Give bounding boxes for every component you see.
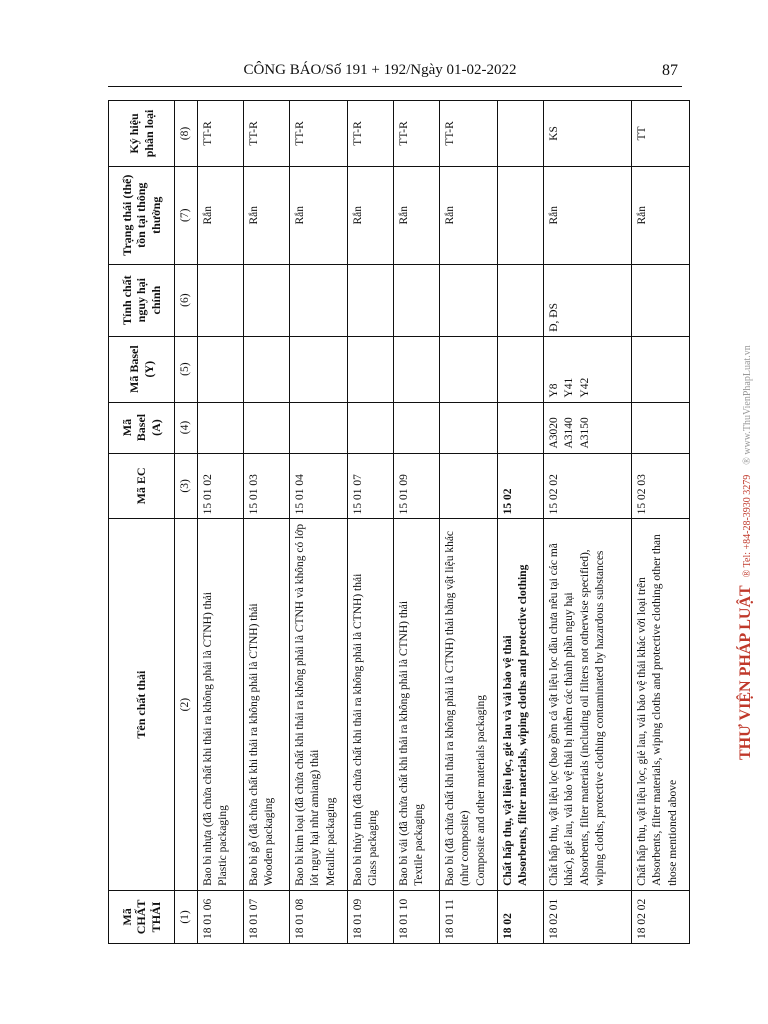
waste-name-en: Glass packaging xyxy=(367,810,380,886)
state-cell: Rắn xyxy=(393,166,439,264)
state-cell xyxy=(497,166,543,264)
waste-code-cell: 18 01 10 xyxy=(393,890,439,943)
state-cell: Rắn xyxy=(347,166,393,264)
col-header-code: Mã CHẤT THẢI xyxy=(109,890,175,943)
watermark-phone: ® Tel: +84-28-3930 3279 xyxy=(742,474,753,578)
basel-y-cell xyxy=(439,336,497,402)
waste-name-vi: Bao bì thủy tinh (đã chứa chất khi thải ra không phải là CTNH) thải xyxy=(351,573,364,886)
hazard-cell xyxy=(197,264,243,336)
col-number: (6) xyxy=(175,264,198,336)
state-cell: Rắn xyxy=(543,166,631,264)
basel-y-cell: Y8 Y41 Y42 xyxy=(543,336,631,402)
ec-code-cell xyxy=(439,453,497,519)
ec-code-cell: 15 01 09 xyxy=(393,453,439,519)
col-header-basel-y: Mã Basel (Y) xyxy=(109,336,175,402)
table-row xyxy=(393,101,439,944)
hazard-cell xyxy=(289,264,347,336)
table-row xyxy=(631,101,689,944)
waste-code-cell: 18 02 xyxy=(497,890,543,943)
table-row xyxy=(543,101,631,944)
col-number: (7) xyxy=(175,166,198,264)
col-header-basel-a: Mã Basel (A) xyxy=(109,402,175,453)
rotated-page-body xyxy=(108,100,680,944)
waste-name-cell xyxy=(497,519,543,891)
watermark-brand: THƯ VIỆN PHÁP LUẬT xyxy=(737,585,754,760)
basel-y-cell xyxy=(197,336,243,402)
table-row xyxy=(439,101,497,944)
waste-code-table xyxy=(108,100,690,944)
hazard-cell xyxy=(439,264,497,336)
waste-code-cell: 18 01 06 xyxy=(197,890,243,943)
header-rule xyxy=(108,86,682,87)
column-number-row xyxy=(175,101,198,944)
col-number: (5) xyxy=(175,336,198,402)
waste-name-en: Plastic packaging xyxy=(217,805,230,886)
waste-name-en: Absorbents, filter materials, wiping cloths and protective clothing other than those mentioned above xyxy=(651,534,679,886)
waste-name-cell xyxy=(197,519,243,891)
basel-a-cell xyxy=(439,402,497,453)
basel-a-cell xyxy=(497,402,543,453)
ec-code-cell: 15 02 xyxy=(497,453,543,519)
class-cell: TT-R xyxy=(393,101,439,167)
table-row xyxy=(289,101,347,944)
col-number: (1) xyxy=(175,890,198,943)
state-cell: Rắn xyxy=(439,166,497,264)
waste-name-vi: Bao bì gỗ (đã chứa chất khi thải ra không phải là CTNH) thải xyxy=(247,603,260,886)
basel-a-cell xyxy=(197,402,243,453)
state-cell: Rắn xyxy=(243,166,289,264)
class-cell: TT-R xyxy=(347,101,393,167)
class-cell: TT-R xyxy=(289,101,347,167)
ec-code-cell: 15 02 02 xyxy=(543,453,631,519)
waste-name-en: Absorbents, filter materials (including oil filters not otherwise specified), wiping cloths, protective clothing contaminated by hazardous substances xyxy=(578,549,607,886)
col-number: (3) xyxy=(175,453,198,519)
waste-name-en: Textile packaging xyxy=(413,804,426,886)
watermark-website: ® www.ThuVienPhapLuat.vn xyxy=(742,345,753,465)
table-row xyxy=(243,101,289,944)
basel-a-cell xyxy=(631,402,689,453)
table-row xyxy=(497,101,543,944)
hazard-cell xyxy=(393,264,439,336)
waste-name-vi: Bao bì vải (đã chứa chất khi thải ra không phải là CTNH) thải xyxy=(397,600,410,886)
basel-y-cell xyxy=(347,336,393,402)
waste-name-vi: Bao bì (đã chứa chất khi thải ra không phải là CTNH) thải bằng vật liệu khác (như composite) xyxy=(443,530,472,886)
col-header-ec: Mã EC xyxy=(109,453,175,519)
gazette-header-title: CÔNG BÁO/Số 191 + 192/Ngày 01-02-2022 xyxy=(243,62,517,78)
class-cell xyxy=(497,101,543,167)
waste-code-cell: 18 02 01 xyxy=(543,890,631,943)
hazard-cell xyxy=(347,264,393,336)
ec-code-cell: 15 01 02 xyxy=(197,453,243,519)
col-number: (8) xyxy=(175,101,198,167)
hazard-cell xyxy=(497,264,543,336)
basel-y-cell xyxy=(243,336,289,402)
col-number: (2) xyxy=(175,519,198,891)
col-number: (4) xyxy=(175,402,198,453)
waste-name-cell xyxy=(393,519,439,891)
waste-code-cell: 18 01 11 xyxy=(439,890,497,943)
waste-name-vi: Bao bì kim loại (đã chứa chất khi thải ra không phải là CTNH và không có lớp lót nguy hại như amiang) thải xyxy=(293,523,322,886)
class-cell: TT-R xyxy=(197,101,243,167)
table-header-row xyxy=(109,101,175,944)
ec-code-cell: 15 01 03 xyxy=(243,453,289,519)
col-header-state: Trạng thái (thể) tồn tại thông thường xyxy=(109,166,175,264)
waste-name-en: Wooden packaging xyxy=(263,797,276,886)
waste-code-cell: 18 01 09 xyxy=(347,890,393,943)
waste-code-cell: 18 02 02 xyxy=(631,890,689,943)
basel-a-cell xyxy=(289,402,347,453)
table-body xyxy=(197,101,689,944)
waste-name-cell xyxy=(631,519,689,891)
waste-name-cell xyxy=(347,519,393,891)
page-number: 87 xyxy=(662,62,678,79)
waste-name-en: Absorbents, filter materials, wiping cloths and protective clothing xyxy=(517,564,530,886)
basel-y-cell xyxy=(393,336,439,402)
waste-code-cell: 18 01 08 xyxy=(289,890,347,943)
basel-a-cell: A3020 A3140 A3150 xyxy=(543,402,631,453)
class-cell: TT xyxy=(631,101,689,167)
waste-name-cell xyxy=(289,519,347,891)
state-cell: Rắn xyxy=(289,166,347,264)
class-cell: TT-R xyxy=(439,101,497,167)
table-row xyxy=(347,101,393,944)
col-header-name: Tên chất thải xyxy=(109,519,175,891)
watermark xyxy=(737,60,759,760)
waste-code-cell: 18 01 07 xyxy=(243,890,289,943)
col-header-hazard: Tính chất nguy hại chính xyxy=(109,264,175,336)
basel-y-cell xyxy=(497,336,543,402)
class-cell: KS xyxy=(543,101,631,167)
waste-name-vi: Bao bì nhựa (đã chứa chất khi thải ra không phải là CTNH) thải xyxy=(201,592,214,886)
waste-name-en: Metallic packaging xyxy=(324,797,337,886)
table-row xyxy=(197,101,243,944)
hazard-cell: Đ, ĐS xyxy=(543,264,631,336)
basel-a-cell xyxy=(243,402,289,453)
state-cell: Rắn xyxy=(197,166,243,264)
basel-a-cell xyxy=(393,402,439,453)
waste-name-cell xyxy=(543,519,631,891)
basel-y-cell xyxy=(289,336,347,402)
waste-name-vi: Chất hấp thụ, vật liệu lọc, giẻ lau và vải bảo vệ thải xyxy=(501,635,514,886)
ec-code-cell: 15 02 03 xyxy=(631,453,689,519)
waste-name-cell xyxy=(439,519,497,891)
basel-a-cell xyxy=(347,402,393,453)
state-cell: Rắn xyxy=(631,166,689,264)
hazard-cell xyxy=(631,264,689,336)
waste-name-vi: Chất hấp thụ, vật liệu lọc, giẻ lau, vải bảo vệ thải khác với loại trên xyxy=(635,577,648,886)
ec-code-cell: 15 01 07 xyxy=(347,453,393,519)
waste-name-cell xyxy=(243,519,289,891)
class-cell: TT-R xyxy=(243,101,289,167)
basel-y-cell xyxy=(631,336,689,402)
ec-code-cell: 15 01 04 xyxy=(289,453,347,519)
col-header-class: Ký hiệu phân loại xyxy=(109,101,175,167)
waste-name-vi: Chất hấp thụ, vật liệu lọc (bao gồm cả vật liệu lọc dầu chưa nêu tại các mã khác), giẻ lau, vải bảo vệ thải bị nhiễm các thành phần nguy hại xyxy=(547,543,576,886)
hazard-cell xyxy=(243,264,289,336)
waste-name-en: Composite and other materials packaging xyxy=(474,694,487,886)
